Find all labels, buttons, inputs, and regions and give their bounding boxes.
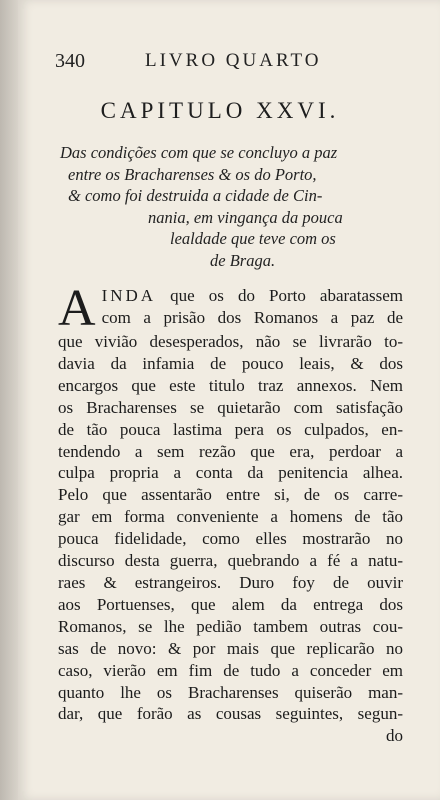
- text-line-rest: que os do Porto abaratassem: [156, 286, 403, 305]
- text-line: pouca fidelidade, como elles mostrarão no: [58, 529, 403, 549]
- text-line: com a prisão dos Romanos a paz de: [101, 307, 403, 327]
- text-line: que vivião desesperados, não se livrarão to-: [58, 332, 403, 351]
- text-line: caso, vierão em fim de tudo a conceder em: [58, 660, 403, 680]
- first-word: INDA: [101, 286, 157, 305]
- text-line: discurso desta guerra, quebrando a fé a natu-: [58, 551, 403, 571]
- text-line: gar em forma conveniente a homens de tão: [58, 507, 403, 527]
- chapter-summary: [60, 142, 400, 271]
- summary-line: & como foi destruida a cidade de Cin-: [68, 186, 323, 205]
- text-line: davia da infamia de pouco leais, & dos: [58, 353, 403, 373]
- text-line: dar, que forão as cousas seguintes, segun-: [58, 704, 403, 724]
- text-line: encargos que este titulo traz annexos. Nem: [58, 375, 403, 395]
- text-line: Pelo que assentarão entre si, de os carre-: [58, 485, 403, 505]
- text-line: tendendo a sem rezão que era, perdoar a: [58, 441, 403, 461]
- text-line: culpa propria a conta da penitencia alhea.: [58, 463, 403, 483]
- chapter-title: CAPITULO XXVI.: [100, 98, 340, 123]
- drop-cap: A: [58, 280, 96, 337]
- binding-gutter: [0, 0, 18, 800]
- running-header: [55, 50, 385, 76]
- text-line: aos Portuenses, que alem da entrega dos: [58, 594, 403, 614]
- page-number: 340: [55, 50, 85, 72]
- summary-line: entre os Bracharenses & os do Porto,: [68, 164, 317, 184]
- summary-line: nania, em vingança da pouca: [148, 207, 343, 227]
- text-line: Romanos, se lhe pedião tambem outras cou-: [58, 616, 403, 636]
- summary-line: de Braga.: [210, 250, 276, 270]
- catchword: do: [386, 726, 403, 746]
- summary-line: lealdade que teve com os: [170, 229, 336, 248]
- text-line: raes & estrangeiros. Duro foy de ouvir: [58, 572, 403, 592]
- body-text: [58, 280, 403, 747]
- text-line: sas de novo: & por mais que replicarão no: [58, 638, 403, 658]
- text-line: os Bracharenses se quietarão com satisfação: [58, 397, 403, 417]
- summary-line: Das condições com que se concluyo a paz: [60, 143, 338, 162]
- text-line: [58, 285, 403, 307]
- text-line: quanto lhe os Bracharenses quiserão man-: [58, 682, 403, 702]
- running-title: LIVRO QUARTO: [145, 50, 322, 71]
- text-line: de tão pouca lastima pera os culpados, en-: [58, 419, 403, 439]
